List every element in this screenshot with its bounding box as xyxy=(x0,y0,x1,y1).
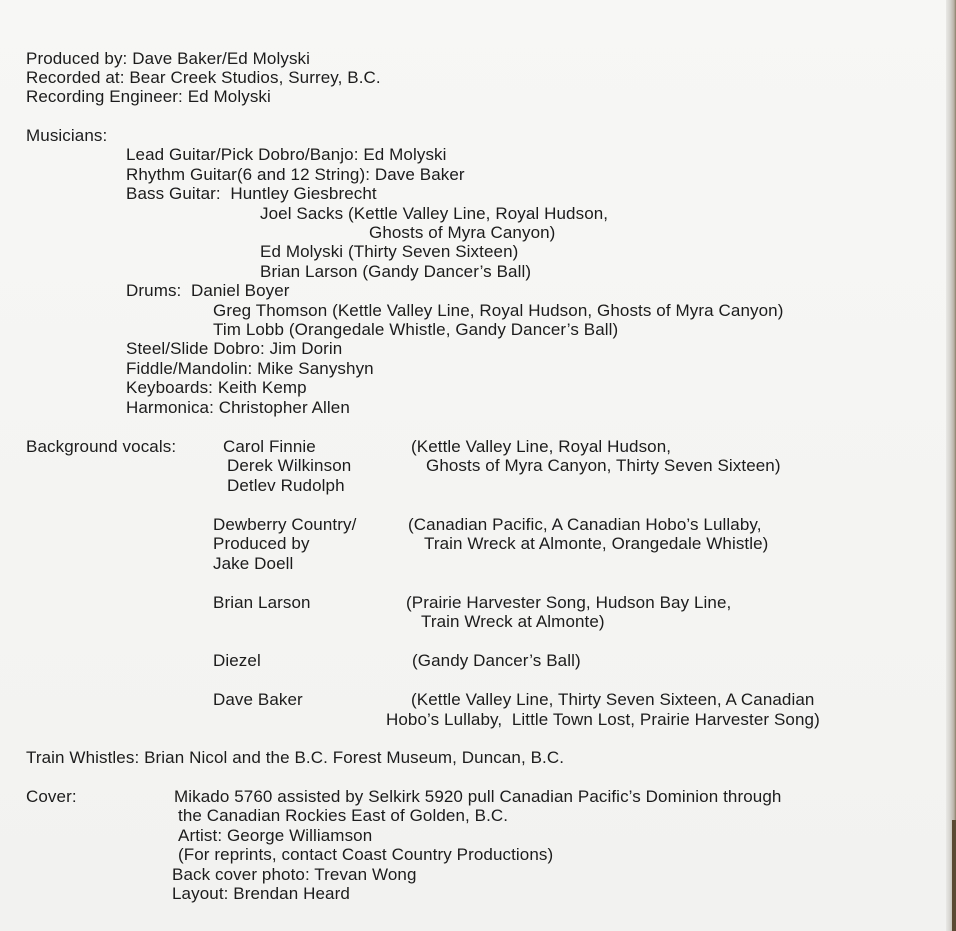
vocal-songs-group-2-cont: Train Wreck at Almonte, Orangedale Whistle) xyxy=(424,534,769,553)
vocalist-dave-baker: Dave Baker xyxy=(213,690,303,709)
vocalist-detlev-rudolph: Detlev Rudolph xyxy=(227,476,345,495)
bass-guitar-credit: Bass Guitar: Huntley Giesbrecht xyxy=(126,184,377,203)
vocal-songs-group-3-cont: Train Wreck at Almonte) xyxy=(421,612,605,631)
vocalist-carol-finnie: Carol Finnie xyxy=(223,437,316,456)
steel-dobro-credit: Steel/Slide Dobro: Jim Dorin xyxy=(126,339,343,358)
vocal-songs-group-3: (Prairie Harvester Song, Hudson Bay Line, xyxy=(406,593,732,612)
vocalist-brian-larson: Brian Larson xyxy=(213,593,311,612)
musicians-heading: Musicians: xyxy=(26,126,108,145)
vocal-songs-group-5-cont: Hobo’s Lullaby, Little Town Lost, Prairie Harvester Song) xyxy=(386,710,820,729)
cover-label: Cover: xyxy=(26,787,77,806)
vocalist-dewberry-country: Dewberry Country/ xyxy=(213,515,357,534)
cover-reprints-line: (For reprints, contact Coast Country Productions) xyxy=(178,845,554,864)
vocalist-jake-doell: Jake Doell xyxy=(213,554,294,573)
vocalist-derek-wilkinson: Derek Wilkinson xyxy=(227,456,352,475)
vocal-songs-group-2: (Canadian Pacific, A Canadian Hobo’s Lullaby, xyxy=(408,515,762,534)
layout-credit-line: Layout: Brendan Heard xyxy=(172,884,350,903)
cover-artist-line: Artist: George Williamson xyxy=(178,826,373,845)
page-edge-shadow xyxy=(946,0,956,931)
bass-credit-ed-molyski: Ed Molyski (Thirty Seven Sixteen) xyxy=(260,242,519,261)
vocalist-diezel: Diezel xyxy=(213,651,261,670)
train-whistles-credit: Train Whistles: Brian Nicol and the B.C. Forest Museum, Duncan, B.C. xyxy=(26,748,565,767)
bass-credit-brian-larson: Brian Larson (Gandy Dancer’s Ball) xyxy=(260,262,532,281)
recording-engineer-line: Recording Engineer: Ed Molyski xyxy=(26,87,271,106)
drums-credit: Drums: Daniel Boyer xyxy=(126,281,290,300)
vocal-songs-group-1-cont: Ghosts of Myra Canyon, Thirty Seven Sixteen) xyxy=(426,456,781,475)
rhythm-guitar-credit: Rhythm Guitar(6 and 12 String): Dave Baker xyxy=(126,165,465,184)
cover-line-1: Mikado 5760 assisted by Selkirk 5920 pull Canadian Pacific’s Dominion through xyxy=(174,787,782,806)
page-edge-dark xyxy=(952,820,956,931)
vocal-songs-group-1: (Kettle Valley Line, Royal Hudson, xyxy=(411,437,672,456)
harmonica-credit: Harmonica: Christopher Allen xyxy=(126,398,350,417)
vocal-songs-group-5: (Kettle Valley Line, Thirty Seven Sixteen, A Canadian xyxy=(411,690,815,709)
recorded-at-line: Recorded at: Bear Creek Studios, Surrey, B.C. xyxy=(26,68,381,87)
back-cover-photo-line: Back cover photo: Trevan Wong xyxy=(172,865,417,884)
drums-credit-greg-thomson: Greg Thomson (Kettle Valley Line, Royal Hudson, Ghosts of Myra Canyon) xyxy=(213,301,784,320)
bass-credit-joel-sacks-cont: Ghosts of Myra Canyon) xyxy=(369,223,556,242)
fiddle-mandolin-credit: Fiddle/Mandolin: Mike Sanyshyn xyxy=(126,359,374,378)
drums-credit-tim-lobb: Tim Lobb (Orangedale Whistle, Gandy Dancer’s Ball) xyxy=(213,320,619,339)
cover-line-2: the Canadian Rockies East of Golden, B.C. xyxy=(178,806,509,825)
produced-by-line: Produced by: Dave Baker/Ed Molyski xyxy=(26,49,311,68)
bass-credit-joel-sacks: Joel Sacks (Kettle Valley Line, Royal Hudson, xyxy=(260,204,609,223)
background-vocals-heading: Background vocals: xyxy=(26,437,177,456)
vocal-songs-group-4: (Gandy Dancer’s Ball) xyxy=(412,651,581,670)
keyboards-credit: Keyboards: Keith Kemp xyxy=(126,378,307,397)
vocalist-produced-by: Produced by xyxy=(213,534,310,553)
lead-guitar-credit: Lead Guitar/Pick Dobro/Banjo: Ed Molyski xyxy=(126,145,447,164)
